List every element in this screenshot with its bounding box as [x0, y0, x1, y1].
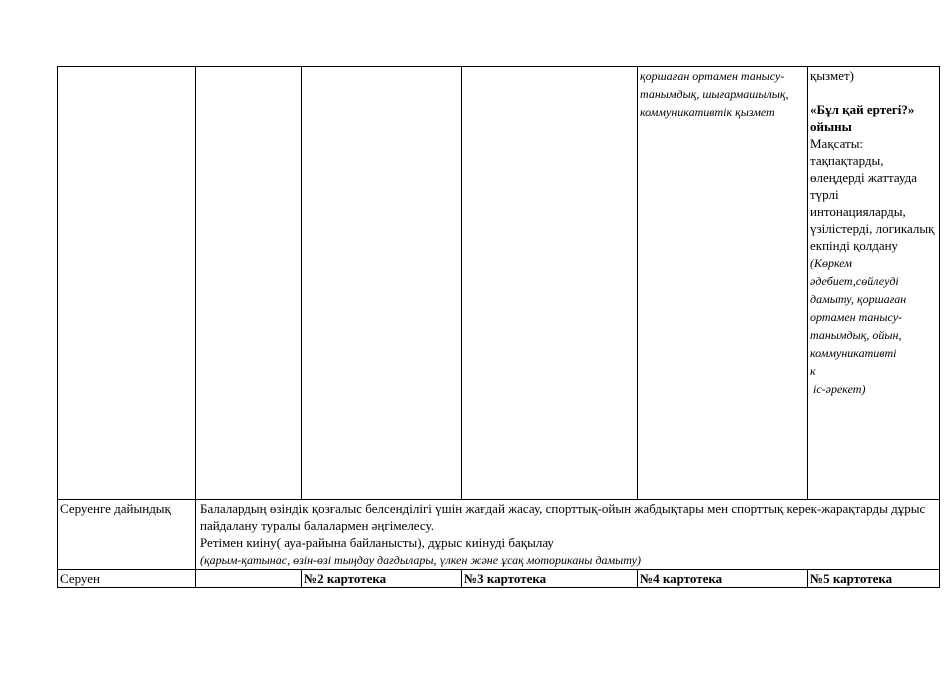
- walk-card-5: №5 картотека: [808, 570, 940, 588]
- game-title: «Бұл қай ертегі?» ойыны: [810, 102, 915, 134]
- table-row: [58, 500, 940, 570]
- walk-preparation-label: Серуенге дайындық: [58, 500, 196, 570]
- cell-game-description: [808, 67, 940, 500]
- game-activities: (Көркем әдебиет,сөйлеуді дамыту, қоршаған ортамен танысу-танымдық, ойын, коммуникативті к іс-әрекет): [810, 256, 907, 396]
- walk-card-4: №4 картотека: [638, 570, 808, 588]
- table-row: [58, 570, 940, 588]
- previous-activity-end: қызмет): [810, 68, 855, 83]
- walk-card-2: №2 картотека: [302, 570, 462, 588]
- walk-card-3: №3 картотека: [462, 570, 638, 588]
- walk-label: Серуен: [58, 570, 196, 588]
- walk-preparation-line1: Балалардың өзіндік қозғалыс белсенділігі үшін жағдай жасау, спорттық-ойын жабдықтары мен спорттық керек-жарақтарды дұрыс пайдалану туралы балалармен әңгімелесу.: [200, 501, 926, 533]
- cell-empty: [196, 570, 302, 588]
- walk-preparation-skills: (қарым-қатынас, өзін-өзі тыңдау дағдылары, үлкен және ұсақ моториканы дамыту): [200, 553, 641, 567]
- cell-empty: [302, 67, 462, 500]
- game-goal: Мақсаты: тақпақтарды, өлеңдерді жаттауда түрлі интонацияларды, үзілістерді, логикалық екпінді қолдану: [810, 136, 935, 253]
- walk-preparation-line2: Ретімен киіну( ауа-райына байланысты), дұрыс киінуді бақылау: [200, 535, 554, 550]
- cell-empty: [58, 67, 196, 500]
- cell-activity-areas: [638, 67, 808, 500]
- walk-preparation-content: [196, 500, 940, 570]
- table-row: [58, 67, 940, 500]
- cell-empty: [462, 67, 638, 500]
- activity-areas-text: қоршаған ортамен танысу-танымдық, шығармашылық, коммуникативтік қызмет: [640, 69, 789, 119]
- plan-table: [57, 66, 940, 588]
- cell-empty: [196, 67, 302, 500]
